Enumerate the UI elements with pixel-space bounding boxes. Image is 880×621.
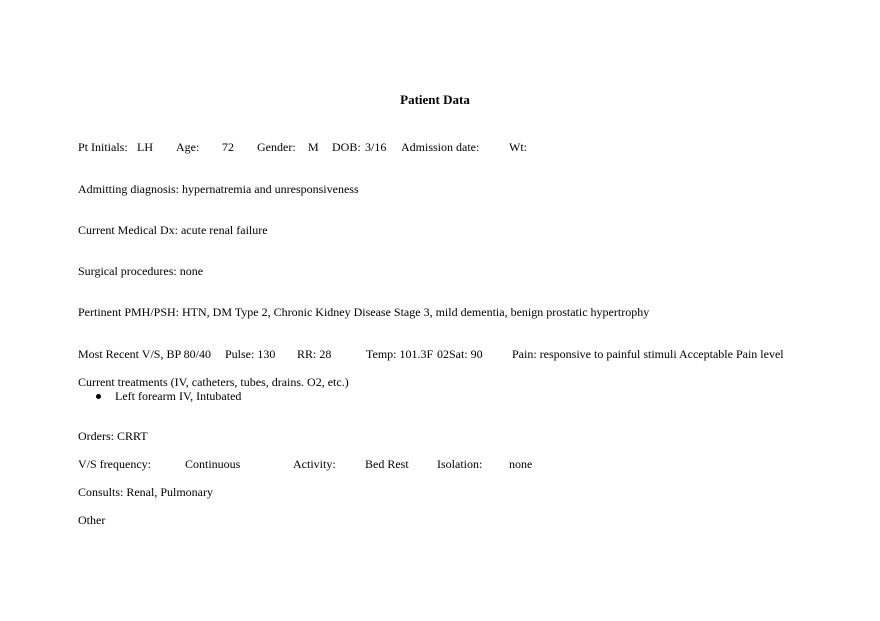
vs-frequency-label: V/S frequency: [78,457,151,471]
vitals-o2sat: 02Sat: 90 [437,347,483,361]
initials-label: Pt Initials: [78,140,128,154]
vitals-rr: RR: 28 [297,347,332,361]
admission-date-label: Admission date: [401,140,480,154]
vitals-pain: Pain: responsive to painful stimuli Acceptable Pain level [512,347,784,361]
gender-value: M [308,140,319,154]
activity-value: Bed Rest [365,457,409,471]
isolation-value: none [509,457,533,471]
other-label: Other [78,513,106,527]
vs-frequency-value: Continuous [185,457,241,471]
activity-label: Activity: [293,457,336,471]
vitals-bp: Most Recent V/S, BP 80/40 [78,347,212,361]
consults: Consults: Renal, Pulmonary [78,485,213,499]
age-label: Age: [176,140,200,154]
page-title: Patient Data [400,92,470,107]
current-medical-dx: Current Medical Dx: acute renal failure [78,223,268,237]
treatment-list-item [96,389,241,403]
current-treatments-heading: Current treatments (IV, catheters, tubes, drains. O2, etc.) [78,375,349,389]
vitals-pulse: Pulse: 130 [225,347,276,361]
orders: Orders: CRRT [78,429,148,443]
initials-value: LH [137,140,153,154]
isolation-label: Isolation: [437,457,483,471]
dob-value: 3/16 [365,140,387,154]
gender-label: Gender: [257,140,296,154]
weight-label: Wt: [509,140,527,154]
admitting-diagnosis: Admitting diagnosis: hypernatremia and unresponsiveness [78,182,359,196]
bullet-icon [96,394,101,399]
pertinent-pmh-psh: Pertinent PMH/PSH: HTN, DM Type 2, Chronic Kidney Disease Stage 3, mild dementia, benign prostatic hypertrophy [78,305,650,319]
age-value: 72 [222,140,234,154]
surgical-procedures: Surgical procedures: none [78,264,204,278]
vitals-temp: Temp: 101.3F [366,347,434,361]
treatment-item-text: Left forearm IV, Intubated [115,389,242,403]
dob-label: DOB: [332,140,361,154]
